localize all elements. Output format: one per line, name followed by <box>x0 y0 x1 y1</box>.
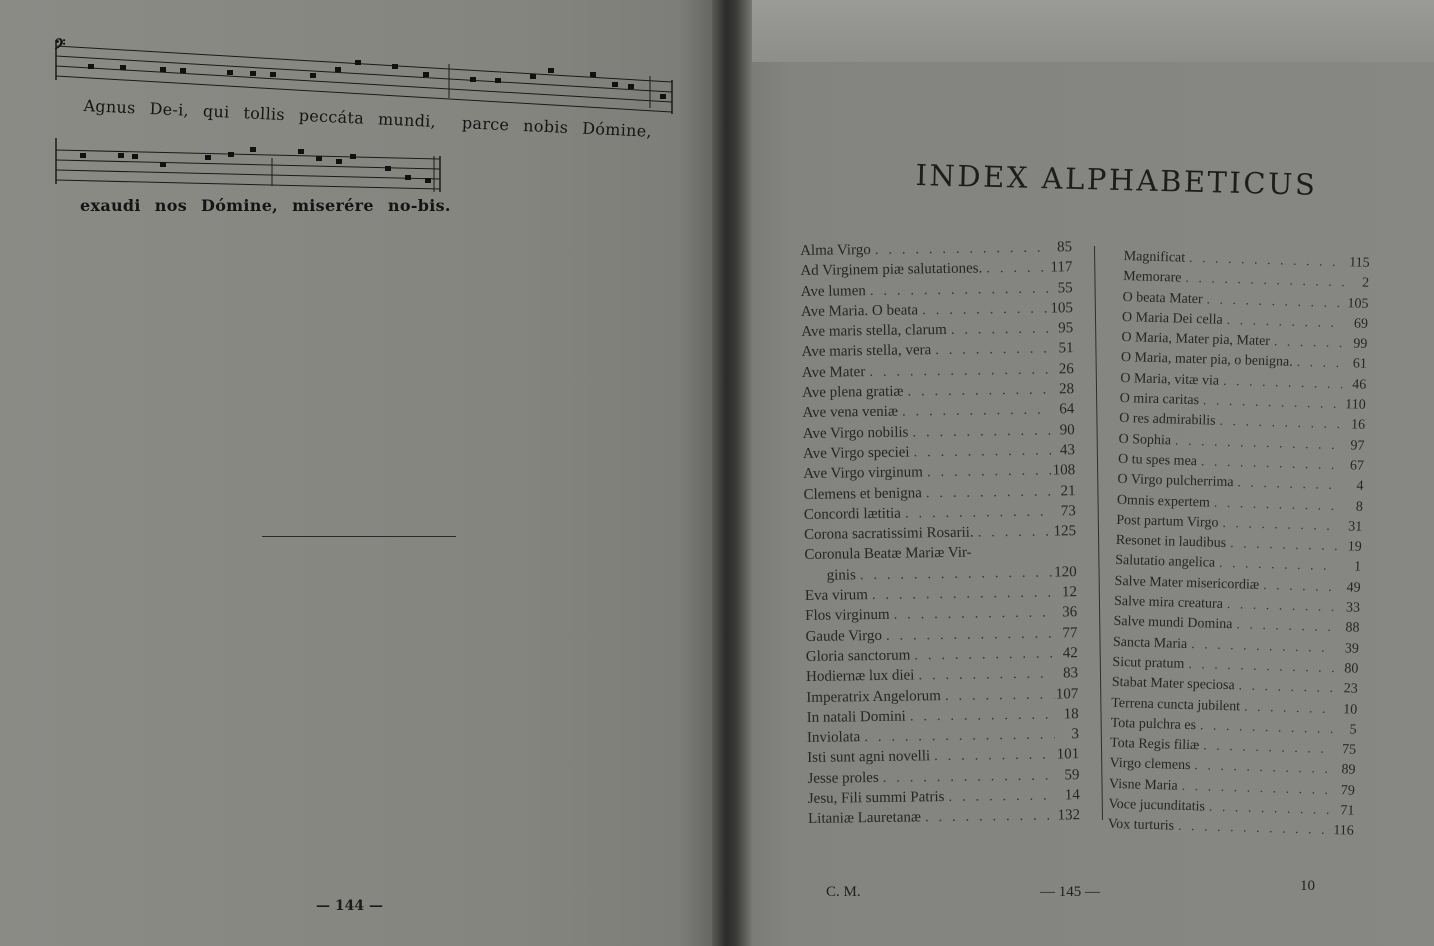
index-entry-title: Sicut pratum <box>1112 654 1185 672</box>
index-entry-title: Ave vena veniæ <box>802 404 899 422</box>
index-entry-page: 18 <box>1063 705 1079 723</box>
index-entry-title: ginis <box>826 567 856 584</box>
staff-1-neumes <box>54 36 666 99</box>
lyric-syllable: nos <box>154 196 188 215</box>
index-entry-page: 12 <box>1061 584 1078 601</box>
index-entry-title: Alma Virgo <box>800 242 871 259</box>
index-entry-title: Gaude Virgo <box>805 627 883 645</box>
index-entry-leader <box>882 623 1054 646</box>
index-entry-page: 117 <box>1050 259 1073 276</box>
index-entry-leader <box>903 380 1050 402</box>
index-entry-title: Stabat Mater speciosa <box>1111 675 1235 694</box>
index-entry-title: O mira caritas <box>1119 391 1200 409</box>
index-entry-leader <box>922 481 1052 503</box>
index-entry-page: 101 <box>1056 746 1080 763</box>
index-entry-page: 108 <box>1052 462 1076 479</box>
index-entry-title: Ave Maria. O beata <box>800 302 919 320</box>
index-entry-page: 85 <box>1057 239 1073 256</box>
index-entry-leader <box>982 258 1048 279</box>
index-entry-page: 36 <box>1062 604 1078 621</box>
lyric-syllable: tollis <box>243 103 286 125</box>
index-entry-leader <box>1259 576 1337 598</box>
lyric-syllable: qui <box>202 101 230 122</box>
index-entry-page: 61 <box>1352 356 1368 373</box>
lyric-syllable: no-bis. <box>387 196 451 215</box>
index-entry-page: 33 <box>1345 600 1361 616</box>
lyric-syllable: parce <box>461 113 510 135</box>
staff-2 <box>56 138 440 192</box>
index-entry-page: 21 <box>1060 482 1076 499</box>
index-entry-title: Magnificat <box>1123 248 1186 266</box>
index-entry-leader <box>879 765 1056 788</box>
index-entry-page: 59 <box>1064 766 1080 784</box>
index-entry-page: 31 <box>1348 519 1363 535</box>
index-entry-page: 4 <box>1356 478 1364 495</box>
index-entry-title: O Maria, vitæ via <box>1120 370 1220 389</box>
lyric-syllable: exaudi <box>80 196 141 215</box>
lyric-syllable: Dómine, <box>201 196 279 215</box>
index-entry-title: Gloria sanctorum <box>805 647 911 665</box>
index-entry-leader <box>914 664 1054 686</box>
index-entry-title: Visne Maria <box>1108 776 1178 794</box>
index-entry-title: Salutatio angelica <box>1115 553 1216 572</box>
lyric-syllable: nobis <box>522 115 569 137</box>
index-entry-title: O Maria, Mater pia, Mater <box>1121 330 1271 350</box>
index-entry-leader <box>868 583 1053 606</box>
index-entry-page: 71 <box>1340 803 1355 819</box>
index-entry-page: 88 <box>1345 620 1360 637</box>
index-left-column <box>800 237 1080 829</box>
index-entry-page: 120 <box>1054 563 1077 581</box>
index-entry-title: Ave Virgo speciei <box>802 444 910 462</box>
index-entry-page: 3 <box>1071 726 1080 743</box>
index-entry-title: Salve mira creatura <box>1113 593 1224 612</box>
index-entry-page: 51 <box>1058 340 1074 357</box>
index-entry-title: Jesu, Fili summi Patris <box>807 789 945 807</box>
index-entry-page: 95 <box>1058 320 1074 337</box>
right-page-number: — 145 — <box>1040 884 1100 900</box>
index-entry-leader <box>931 339 1050 361</box>
index-entry-title: Resonet in laudibus <box>1115 533 1227 552</box>
index-entry-page: 115 <box>1348 255 1370 271</box>
index-entry-page: 14 <box>1064 787 1080 804</box>
index-entry-page: 79 <box>1340 782 1356 799</box>
index-entry-page: 105 <box>1050 300 1074 317</box>
index-entry-page: 55 <box>1057 279 1073 296</box>
index-entry-page: 89 <box>1341 762 1356 779</box>
index-entry-page: 8 <box>1355 499 1364 515</box>
index-entry-leader <box>921 806 1056 828</box>
index-entry-title: Ave lumen <box>800 282 866 300</box>
index-entry-page: 5 <box>1349 722 1357 738</box>
index-entry-leader <box>901 501 1052 523</box>
index-entry-page: 132 <box>1057 807 1081 824</box>
index-entry-page: 23 <box>1343 681 1358 697</box>
index-entry-page: 125 <box>1053 523 1077 540</box>
index-entry-title: Flos virginum <box>805 607 890 625</box>
lyric-syllable: Dómine, <box>581 118 653 141</box>
index-entry-leader <box>1232 616 1336 639</box>
index-entry-page: 39 <box>1344 640 1360 657</box>
index-entry-title: Hodiernæ lux diei <box>805 667 915 686</box>
index-entry-title: Litaniæ Lauretanæ <box>807 809 922 828</box>
index-entry-leader <box>856 562 1053 585</box>
index-entry-page: 99 <box>1353 336 1368 353</box>
index-entry <box>808 805 1080 829</box>
index-entry-title: Virgo clemens <box>1109 756 1191 774</box>
index-entry-title: Ad Virginem piæ salutationes. <box>800 260 983 280</box>
index-entry-leader <box>898 400 1051 422</box>
signature-mark: C. M. <box>826 884 861 900</box>
index-entry-title: Omnis expertem <box>1116 492 1211 511</box>
index-entry-page: 2 <box>1361 275 1370 292</box>
index-entry-page: 77 <box>1062 624 1078 642</box>
right-page-top-edge <box>748 0 1434 62</box>
index-title: INDEX ALPHABETICUS <box>915 158 1318 202</box>
index-entry-page: 116 <box>1333 823 1354 839</box>
index-entry-title: Ave Virgo virginum <box>803 464 924 483</box>
index-entry-title: O res admirabilis <box>1118 411 1216 429</box>
lyric-syllable: Agnus <box>83 96 137 118</box>
index-entry-page: 110 <box>1344 397 1366 413</box>
index-entry-title: Imperatrix Angelorum <box>806 687 942 706</box>
index-entry-leader <box>918 298 1049 320</box>
index-entry-page: 105 <box>1347 295 1369 312</box>
index-entry-leader <box>1270 332 1344 354</box>
index-entry-page: 73 <box>1060 503 1076 520</box>
index-entry-title: Ave maris stella, clarum <box>801 322 947 341</box>
index-entry-title: Ave plena gratiæ <box>802 383 904 402</box>
index-entry-page: 16 <box>1350 417 1366 434</box>
section-end-rule <box>262 536 456 537</box>
index-entry-title: Ave maris stella, vera <box>801 342 932 361</box>
index-entry-leader <box>1174 817 1330 842</box>
index-entry-title: Tota Regis filiæ <box>1109 735 1200 754</box>
index-entry-leader <box>910 643 1054 665</box>
sheet-number: 10 <box>1300 878 1315 894</box>
index-entry-leader <box>1234 676 1334 699</box>
index-entry-title: Vox turturis <box>1107 817 1175 834</box>
index-entry-title: Ave Virgo nobilis <box>802 424 909 442</box>
lyric-syllable: miserére <box>292 196 374 215</box>
index-entry-title: Voce jucunditatis <box>1108 796 1206 815</box>
index-entry-page: 80 <box>1344 661 1359 677</box>
chant-lyrics-line-2 <box>80 196 465 215</box>
index-entry-leader <box>908 420 1050 442</box>
index-entry-title: O Maria Dei cella <box>1121 309 1223 328</box>
index-entry-title: Clemens et benigna <box>803 484 922 503</box>
index-entry-title: In natali Domini <box>806 708 906 726</box>
index-right-column <box>1108 247 1370 842</box>
lyric-syllable: De-i, <box>149 98 190 120</box>
index-entry-title: Coronula Beatæ Mariæ Vir- <box>804 545 972 564</box>
index-entry <box>804 521 1076 545</box>
index-entry-title: Isti sunt agni novelli <box>807 748 931 767</box>
index-entry-page: 69 <box>1353 316 1369 332</box>
index-entry-leader <box>889 603 1053 626</box>
index-entry-leader <box>944 785 1056 807</box>
index-entry-page: 19 <box>1347 539 1362 555</box>
index-entry-title: Sancta Maria <box>1112 634 1188 652</box>
left-page-number: — 144 — <box>316 898 383 914</box>
index-entry-page: 42 <box>1062 645 1078 662</box>
index-entry-page: 28 <box>1058 381 1075 398</box>
index-entry-title: Salve mundi Domina <box>1113 614 1233 633</box>
index-entry-page: 64 <box>1059 401 1075 418</box>
index-entry-leader <box>923 461 1052 483</box>
index-entry-leader <box>947 319 1050 341</box>
index-entry-page: 26 <box>1058 360 1074 378</box>
index-entry-title: Inviolata <box>806 729 861 747</box>
index-entry-leader <box>1240 697 1334 720</box>
index-entry-leader <box>930 745 1055 767</box>
index-entry-leader <box>909 440 1051 462</box>
index-entry-title: Terrena cuncta jubilent <box>1111 695 1241 714</box>
index-entry-title: Salve Mater misericordiæ <box>1114 573 1260 593</box>
index-entry-page: 107 <box>1055 685 1079 703</box>
index-entry-title: Concordi lætitia <box>803 505 902 523</box>
index-entry-page: 90 <box>1059 421 1075 439</box>
index-entry-leader <box>865 359 1050 382</box>
index-entry-title: Tota pulchra es <box>1110 715 1197 734</box>
index-entry-page: 46 <box>1352 377 1367 393</box>
lyric-syllable: mundi, <box>377 109 437 131</box>
index-entry-page: 43 <box>1059 442 1076 459</box>
index-entry-page: 1 <box>1353 560 1362 576</box>
index-entry-title: O Maria, mater pia, o benigna. <box>1120 350 1293 371</box>
index-entry-page: 67 <box>1349 458 1365 474</box>
index-entry-title: Ave Mater <box>801 363 866 381</box>
index-entry-title: Corona sacratissimi Rosarii. <box>803 524 974 544</box>
index-entry-leader <box>860 725 1055 748</box>
index-entry-title: O Virgo pulcherrima <box>1117 472 1234 491</box>
index-entry-title: Memorare <box>1122 269 1182 286</box>
index-entry-leader <box>1292 353 1343 375</box>
index-entry-title: Jesse proles <box>807 769 879 787</box>
index-entry-title: O beata Mater <box>1122 289 1203 307</box>
lyric-syllable: peccáta <box>298 105 365 128</box>
index-entry-page: 75 <box>1341 742 1357 758</box>
index-entry-title: Post partum Virgo <box>1116 512 1219 531</box>
svg-text:𝄢: 𝄢 <box>54 36 66 57</box>
index-entry-leader <box>974 522 1053 543</box>
index-entry-leader <box>866 278 1049 301</box>
index-entry-title: Eva virum <box>804 587 868 605</box>
index-entry-page: 10 <box>1342 701 1358 718</box>
index-entry-title: O tu spes mea <box>1117 451 1198 470</box>
index-entry-leader <box>906 704 1055 726</box>
index-entry-title: O Sophia <box>1118 431 1172 449</box>
index-entry-page: 83 <box>1062 665 1079 682</box>
index-entry-page: 49 <box>1346 580 1361 596</box>
index-entry-page: 97 <box>1350 438 1365 454</box>
index-entry-leader <box>941 684 1055 706</box>
index-entry-leader <box>871 238 1049 261</box>
